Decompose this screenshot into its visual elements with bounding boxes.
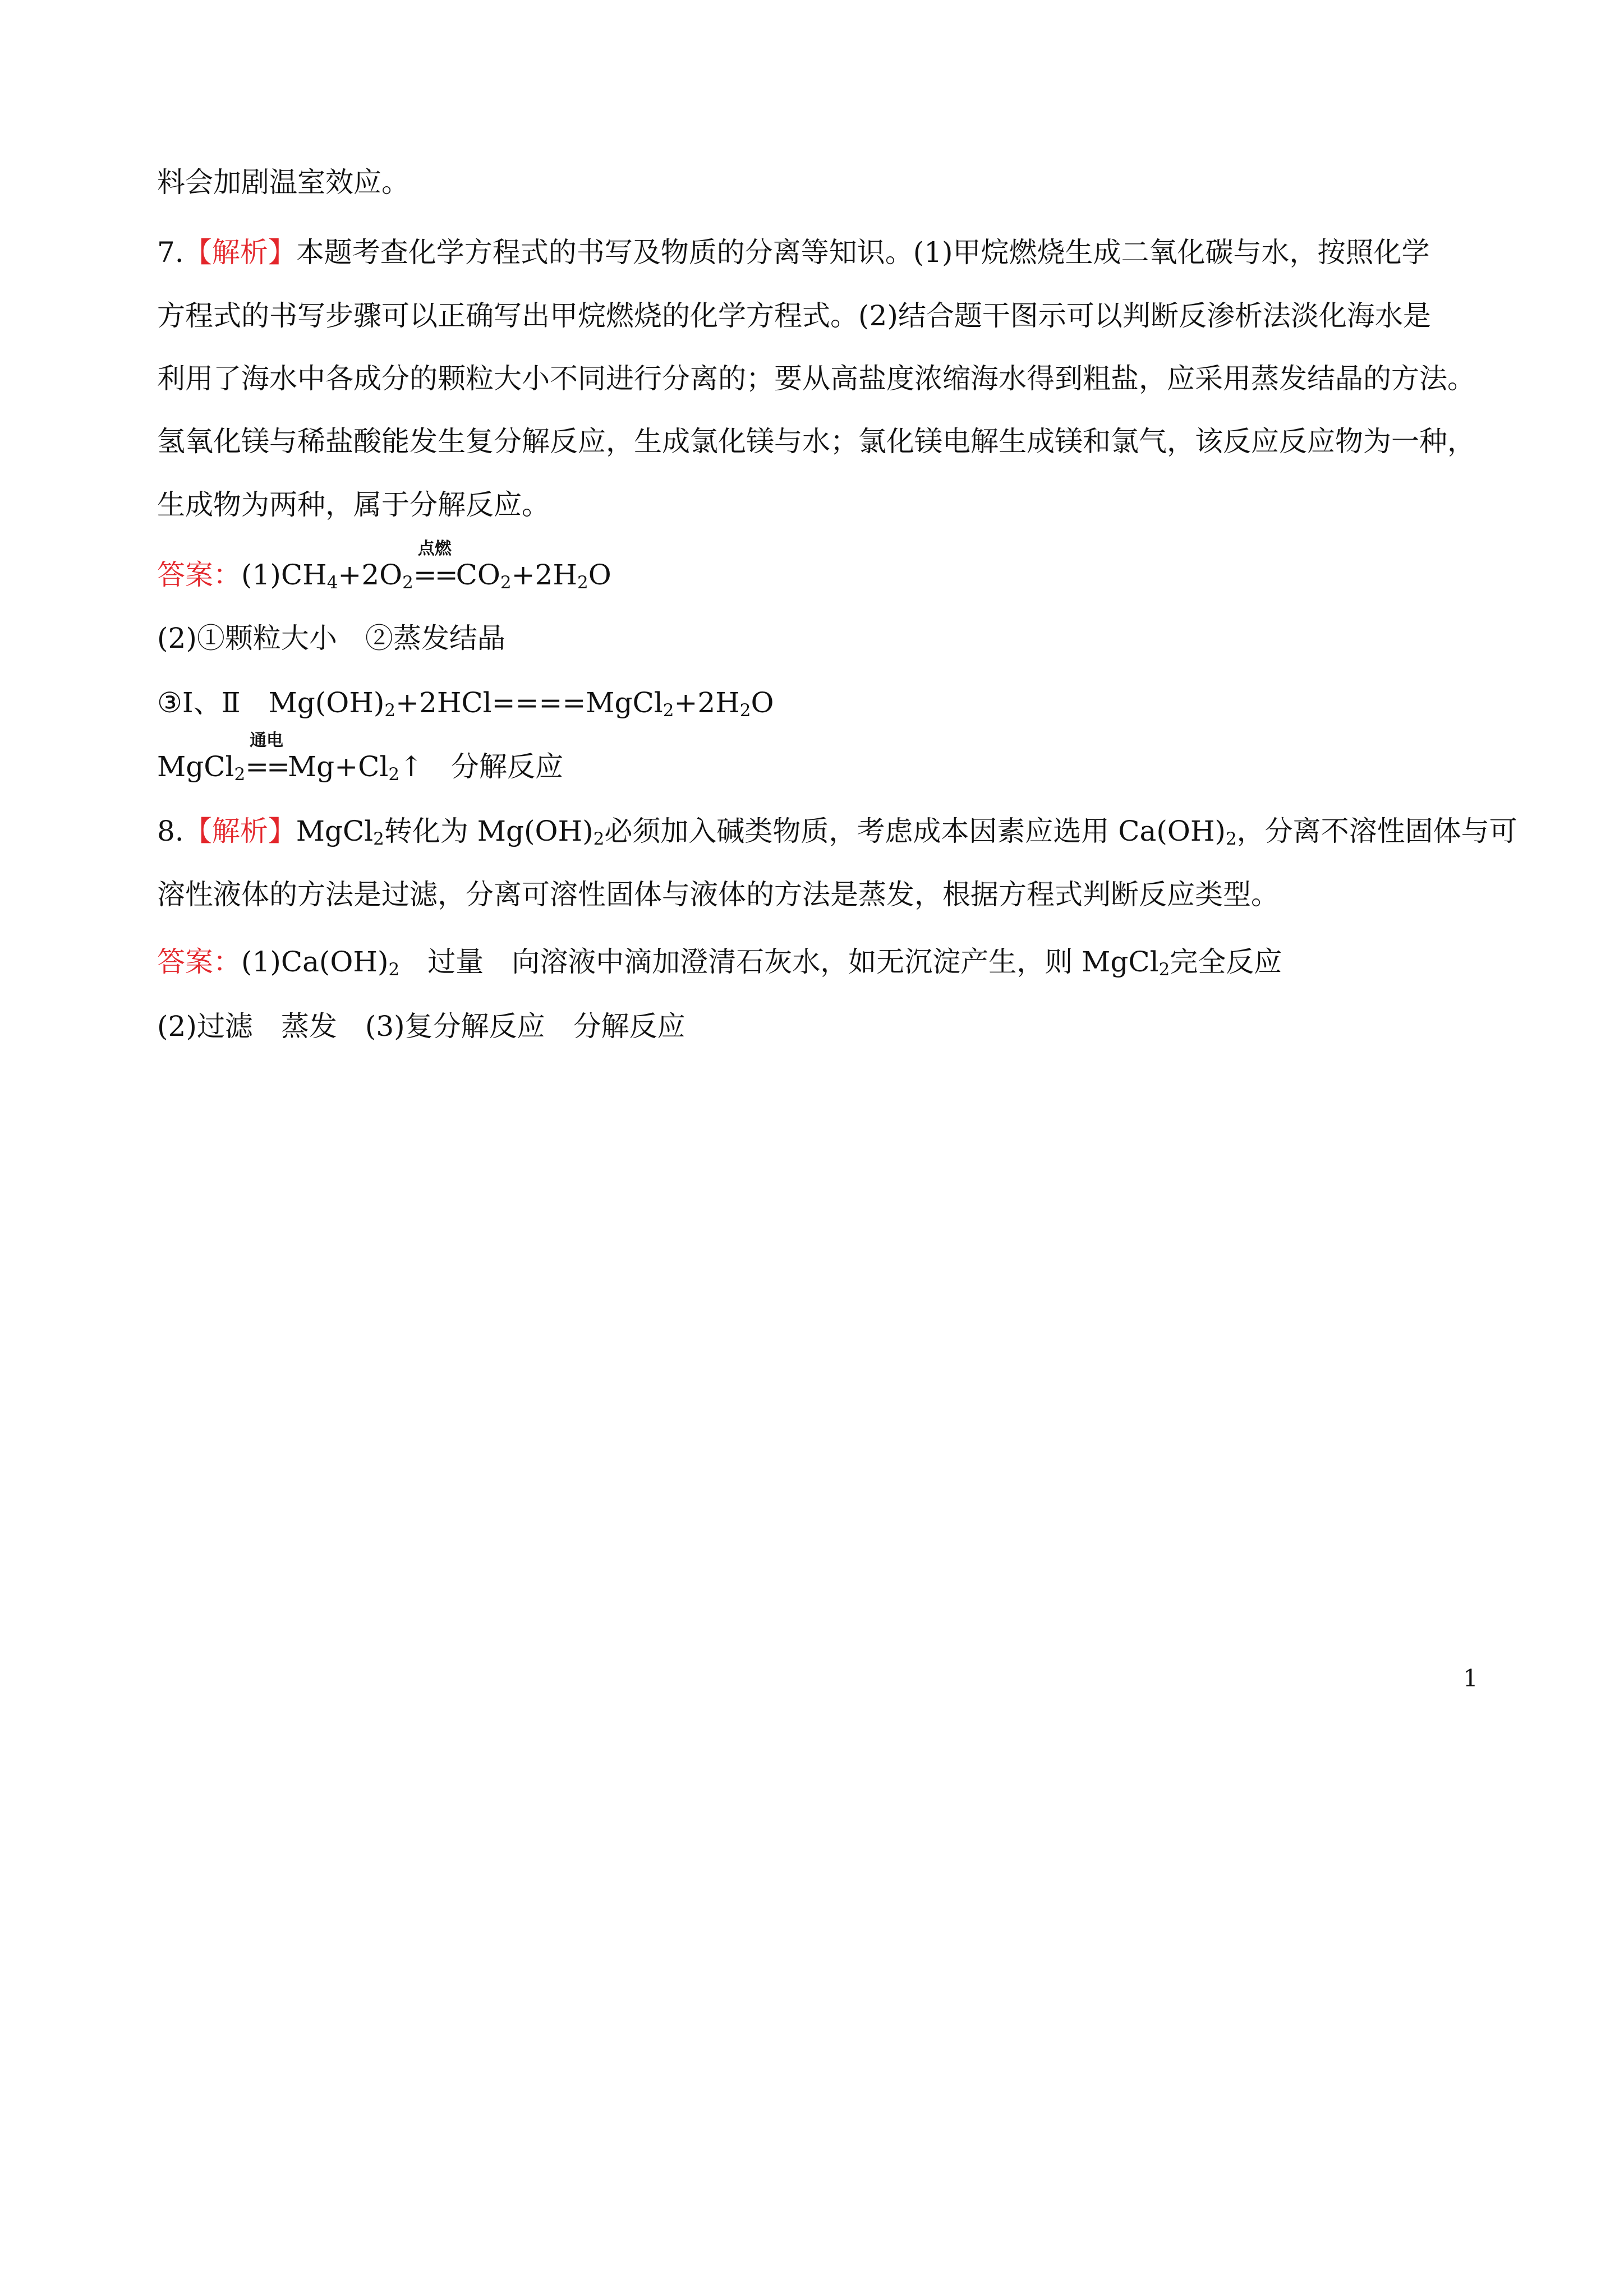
equation-text: O bbox=[588, 559, 611, 591]
text: (1)Ca(OH) bbox=[241, 946, 389, 978]
answer-8-line-1 bbox=[157, 942, 1487, 981]
equation-text: +2O bbox=[338, 559, 403, 591]
equation-text: MgCl bbox=[157, 750, 234, 783]
text: 方程式的书写步骤可以正确写出甲烷燃烧的化学方程式。(2)结合题干图示可以判断反渗析法淡化海水是 bbox=[157, 299, 1431, 332]
analysis-tag: 【解析】 bbox=[183, 236, 296, 269]
paragraph-line bbox=[157, 485, 1487, 524]
analysis-tag: 【解析】 bbox=[183, 815, 296, 847]
subscript: 2 bbox=[500, 572, 512, 593]
paragraph-line bbox=[157, 422, 1487, 461]
text: 料会加剧温室效应。 bbox=[157, 166, 410, 199]
equation-text: +2HCl====MgCl bbox=[395, 686, 663, 719]
condition-label: 通电 bbox=[250, 731, 284, 750]
paragraph-line bbox=[157, 163, 1487, 202]
answer-7-line-4 bbox=[157, 731, 1487, 786]
condition-label: 点燃 bbox=[417, 539, 452, 559]
reaction-condition bbox=[245, 731, 288, 786]
paragraph-line bbox=[157, 875, 1487, 914]
equation-text: +2H bbox=[511, 559, 577, 591]
paragraph-line bbox=[157, 359, 1487, 398]
answer-7-line-3 bbox=[157, 683, 1487, 722]
answer-8-line-2 bbox=[157, 1007, 1487, 1046]
text: 转化为 Mg(OH) bbox=[384, 815, 594, 847]
equation-text: Mg+Cl bbox=[287, 750, 389, 783]
subscript: 2 bbox=[663, 700, 674, 721]
text: 生成物为两种，属于分解反应。 bbox=[157, 488, 550, 521]
text: 利用了海水中各成分的颗粒大小不同进行分离的；要从高盐度浓缩海水得到粗盐，应采用蒸发结晶的方法。 bbox=[157, 362, 1475, 395]
equals-sign: == bbox=[245, 750, 288, 783]
text: 溶性液体的方法是过滤，分离可溶性固体与液体的方法是蒸发，根据方程式判断反应类型。 bbox=[157, 878, 1279, 911]
subscript: 2 bbox=[739, 700, 751, 721]
subscript: 2 bbox=[388, 959, 400, 980]
paragraph-line bbox=[157, 296, 1487, 335]
text: MgCl bbox=[296, 815, 374, 847]
reaction-condition bbox=[413, 539, 456, 594]
subscript: 2 bbox=[373, 828, 384, 849]
text: 氢氧化镁与稀盐酸能发生复分解反应，生成氯化镁与水；氯化镁电解生成镁和氯气，该反应反应物为一种， bbox=[157, 425, 1475, 458]
subscript: 2 bbox=[388, 764, 400, 785]
equation-text: (1)CH bbox=[241, 559, 327, 591]
subscript: 2 bbox=[234, 764, 246, 785]
subscript: 2 bbox=[384, 700, 396, 721]
equation-text: +2H bbox=[674, 686, 740, 719]
page-number: 1 bbox=[1463, 1665, 1478, 1692]
equation-text: ③Ⅰ、Ⅱ Mg(OH) bbox=[157, 686, 385, 719]
text: 完全反应 bbox=[1170, 946, 1282, 978]
text: ，分离不溶性固体与可 bbox=[1236, 815, 1517, 847]
text: 过量 向溶液中滴加澄清石灰水，如无沉淀产生，则 MgCl bbox=[399, 946, 1159, 978]
subscript: 2 bbox=[593, 828, 605, 849]
text: 本题考查化学方程式的书写及物质的分离等知识。(1)甲烷燃烧生成二氧化碳与水，按照化学 bbox=[296, 236, 1430, 269]
text: 必须加入碱类物质，考虑成本因素应选用 Ca(OH) bbox=[604, 815, 1226, 847]
question-8-analysis-line bbox=[157, 812, 1517, 851]
answer-7-line-2 bbox=[157, 619, 1487, 658]
question-7-analysis-line bbox=[157, 233, 1487, 272]
equation-text: O bbox=[751, 686, 774, 719]
subscript: 2 bbox=[577, 572, 588, 593]
text: (2)过滤 蒸发 (3)复分解反应 分解反应 bbox=[157, 1010, 686, 1043]
equation-text: ↑ 分解反应 bbox=[399, 750, 563, 783]
answer-7-line-1 bbox=[157, 539, 1487, 594]
question-number: 7. bbox=[157, 236, 184, 269]
equals-sign: == bbox=[413, 559, 456, 591]
answer-label: 答案： bbox=[157, 559, 241, 591]
question-number: 8. bbox=[157, 815, 184, 847]
subscript: 4 bbox=[326, 572, 338, 593]
subscript: 2 bbox=[1158, 959, 1170, 980]
equation-text: CO bbox=[456, 559, 500, 591]
subscript: 2 bbox=[1225, 828, 1237, 849]
text: (2)①颗粒大小 ②蒸发结晶 bbox=[157, 622, 505, 654]
answer-label: 答案： bbox=[157, 946, 241, 978]
subscript: 2 bbox=[402, 572, 413, 593]
